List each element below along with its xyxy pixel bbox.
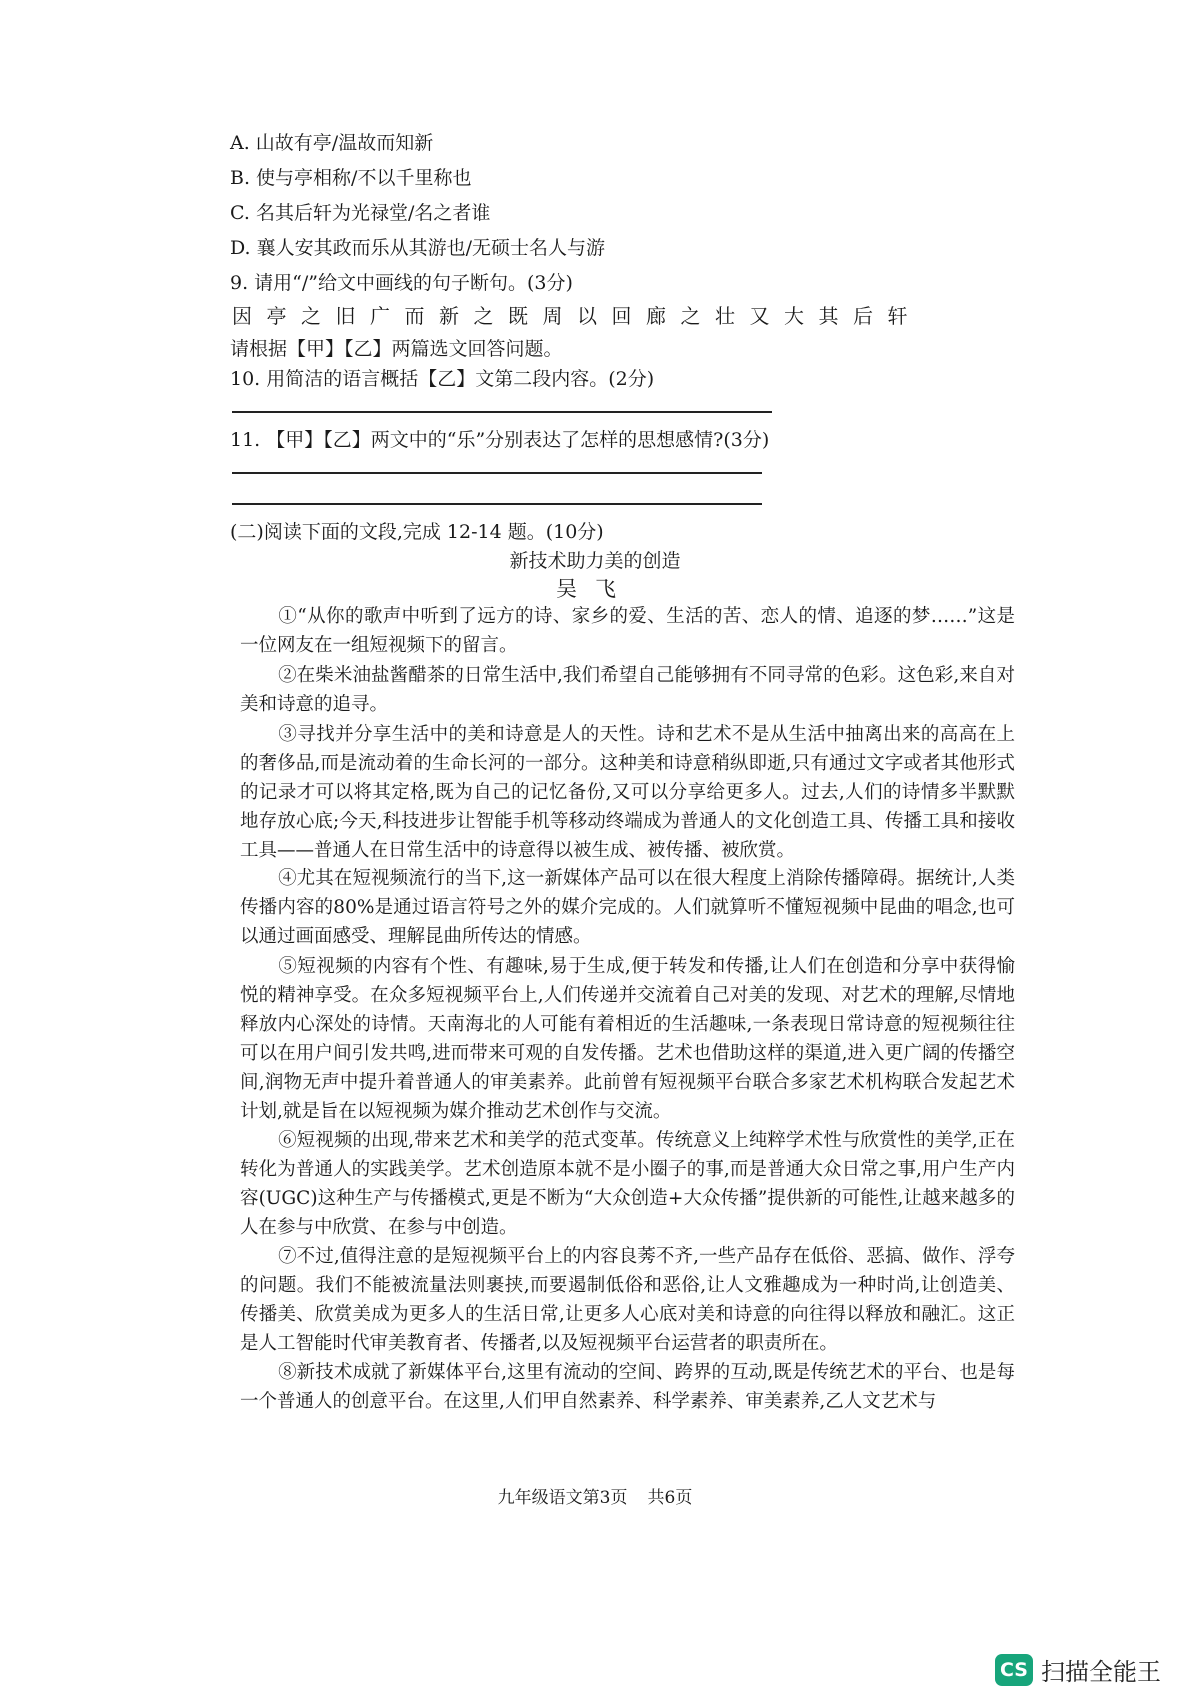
question-11: 11. 【甲】【乙】两文中的“乐”分别表达了怎样的思想感情?(3分) <box>230 429 770 451</box>
article-title: 新技术助力美的创造 <box>509 550 681 572</box>
option-b: B. 使与亭相称/不以千里称也 <box>230 167 472 189</box>
question-10: 10. 用简洁的语言概括【乙】文第二段内容。(2分) <box>230 368 655 390</box>
article-author: 吴飞 <box>556 577 634 601</box>
paragraph-5-text: ⑤短视频的内容有个性、有趣味,易于生成,便于转发和传播,让人们在创造和分享中获得愉悦的精神享受。在众多短视频平台上,人们传递并交流着自己对美的发现、对艺术的理解,尽情地释放内心深处的诗情。天南海北的人可能有着相近的生活趣味,一条表现日常诗意的短视频往往可以在用户间引发共鸣,进而带来可观的自发传播。艺术也借助这样的渠道,进入更广阔的传播空间,润物无声中提升着普通人的审美素养。此前曾有短视频平台联合多家艺术机构联合发起艺术计划,就是旨在以短视频为媒介推动艺术创作与交流。 <box>240 956 1015 1122</box>
paragraph-8-text: ⑧新技术成就了新媒体平台,这里有流动的空间、跨界的互动,既是传统艺术的平台、也是每一个普通人的创意平台。在这里,人们甲自然素养、科学素养、审美素养,乙人文艺术与 <box>240 1362 1015 1412</box>
option-a: A. 山故有亭/温故而知新 <box>230 132 434 154</box>
answer-line-10 <box>232 411 772 413</box>
paragraph-1-text: ①“从你的歌声中听到了远方的诗、家乡的爱、生活的苦、恋人的情、追逐的梦……”这是一位网友在一组短视频下的留言。 <box>240 606 1015 656</box>
camscanner-logo-icon: CS <box>995 1654 1033 1686</box>
paragraph-6-text: ⑥短视频的出现,带来艺术和美学的范式变革。传统意义上纯粹学术性与欣赏性的美学,正在转化为普通人的实践美学。艺术创造原本就不是小圈子的事,而是普通大众日常之事,用户生产内容(UGC)这种生产与传播模式,更是不断为“大众创造+大众传播”提供新的可能性,让越来越多的人在参与中欣赏、在参与中创造。 <box>240 1130 1015 1238</box>
answer-line-11a <box>232 472 762 474</box>
paragraph-2 <box>240 661 1015 719</box>
paragraph-5 <box>240 952 1015 1126</box>
option-c: C. 名其后轩为光禄堂/名之者谁 <box>230 202 491 224</box>
page-footer <box>0 1483 1190 1508</box>
paragraph-4-text: ④尤其在短视频流行的当下,这一新媒体产品可以在很大程度上消除传播障碍。据统计,人类传播内容的80%是通过语言符号之外的媒介完成的。人们就算听不懂短视频中昆曲的唱念,也可以通过画面感受、理解昆曲所传达的情感。 <box>240 868 1015 947</box>
paragraph-7-text: ⑦不过,值得注意的是短视频平台上的内容良莠不齐,一些产品存在低俗、恶搞、做作、浮夸的问题。我们不能被流量法则裹挟,而要遏制低俗和恶俗,让人文雅趣成为一种时尚,让创造美、传播美、欣赏美成为更多人的生活日常,让更多人心底对美和诗意的向往得以释放和融汇。这正是人工智能时代审美教育者、传播者,以及短视频平台运营者的职责所在。 <box>240 1246 1015 1354</box>
section-heading: (二)阅读下面的文段,完成 12-14 题。(10分) <box>230 521 604 543</box>
page-total: 共6页 <box>647 1488 693 1508</box>
instruction-text: 请根据【甲】【乙】两篇选文回答问题。 <box>230 338 563 360</box>
paragraph-3 <box>240 720 1015 865</box>
paragraph-2-text: ②在柴米油盐酱醋茶的日常生活中,我们希望自己能够拥有不同寻常的色彩。这色彩,来自对美和诗意的追寻。 <box>240 665 1015 715</box>
scanner-watermark <box>995 1652 1161 1687</box>
paragraph-6 <box>240 1126 1015 1242</box>
question-9-sentence: 因亭之旧广而新之既周以回廊之壮又大其后轩 <box>232 304 922 328</box>
answer-line-11b <box>232 503 762 505</box>
page-number: 九年级语文第3页 <box>497 1488 628 1508</box>
question-9: 9. 请用“/”给文中画线的句子断句。(3分) <box>230 272 573 294</box>
watermark-text: 扫描全能王 <box>1041 1658 1161 1686</box>
paragraph-1 <box>240 602 1015 660</box>
option-d: D. 襄人安其政而乐从其游也/无硕士名人与游 <box>230 237 606 259</box>
paragraph-8 <box>240 1358 1015 1416</box>
paragraph-4 <box>240 864 1015 951</box>
paragraph-3-text: ③寻找并分享生活中的美和诗意是人的天性。诗和艺术不是从生活中抽离出来的高高在上的奢侈品,而是流动着的生命长河的一部分。这种美和诗意稍纵即逝,只有通过文字或者其他形式的记录才可以将其定格,既为自己的记忆备份,又可以分享给更多人。过去,人们的诗情多半默默地存放心底;今天,科技进步让智能手机等移动终端成为普通人的文化创造工具、传播工具和接收工具——普通人在日常生活中的诗意得以被生成、被传播、被欣赏。 <box>240 724 1015 861</box>
paragraph-7 <box>240 1242 1015 1358</box>
